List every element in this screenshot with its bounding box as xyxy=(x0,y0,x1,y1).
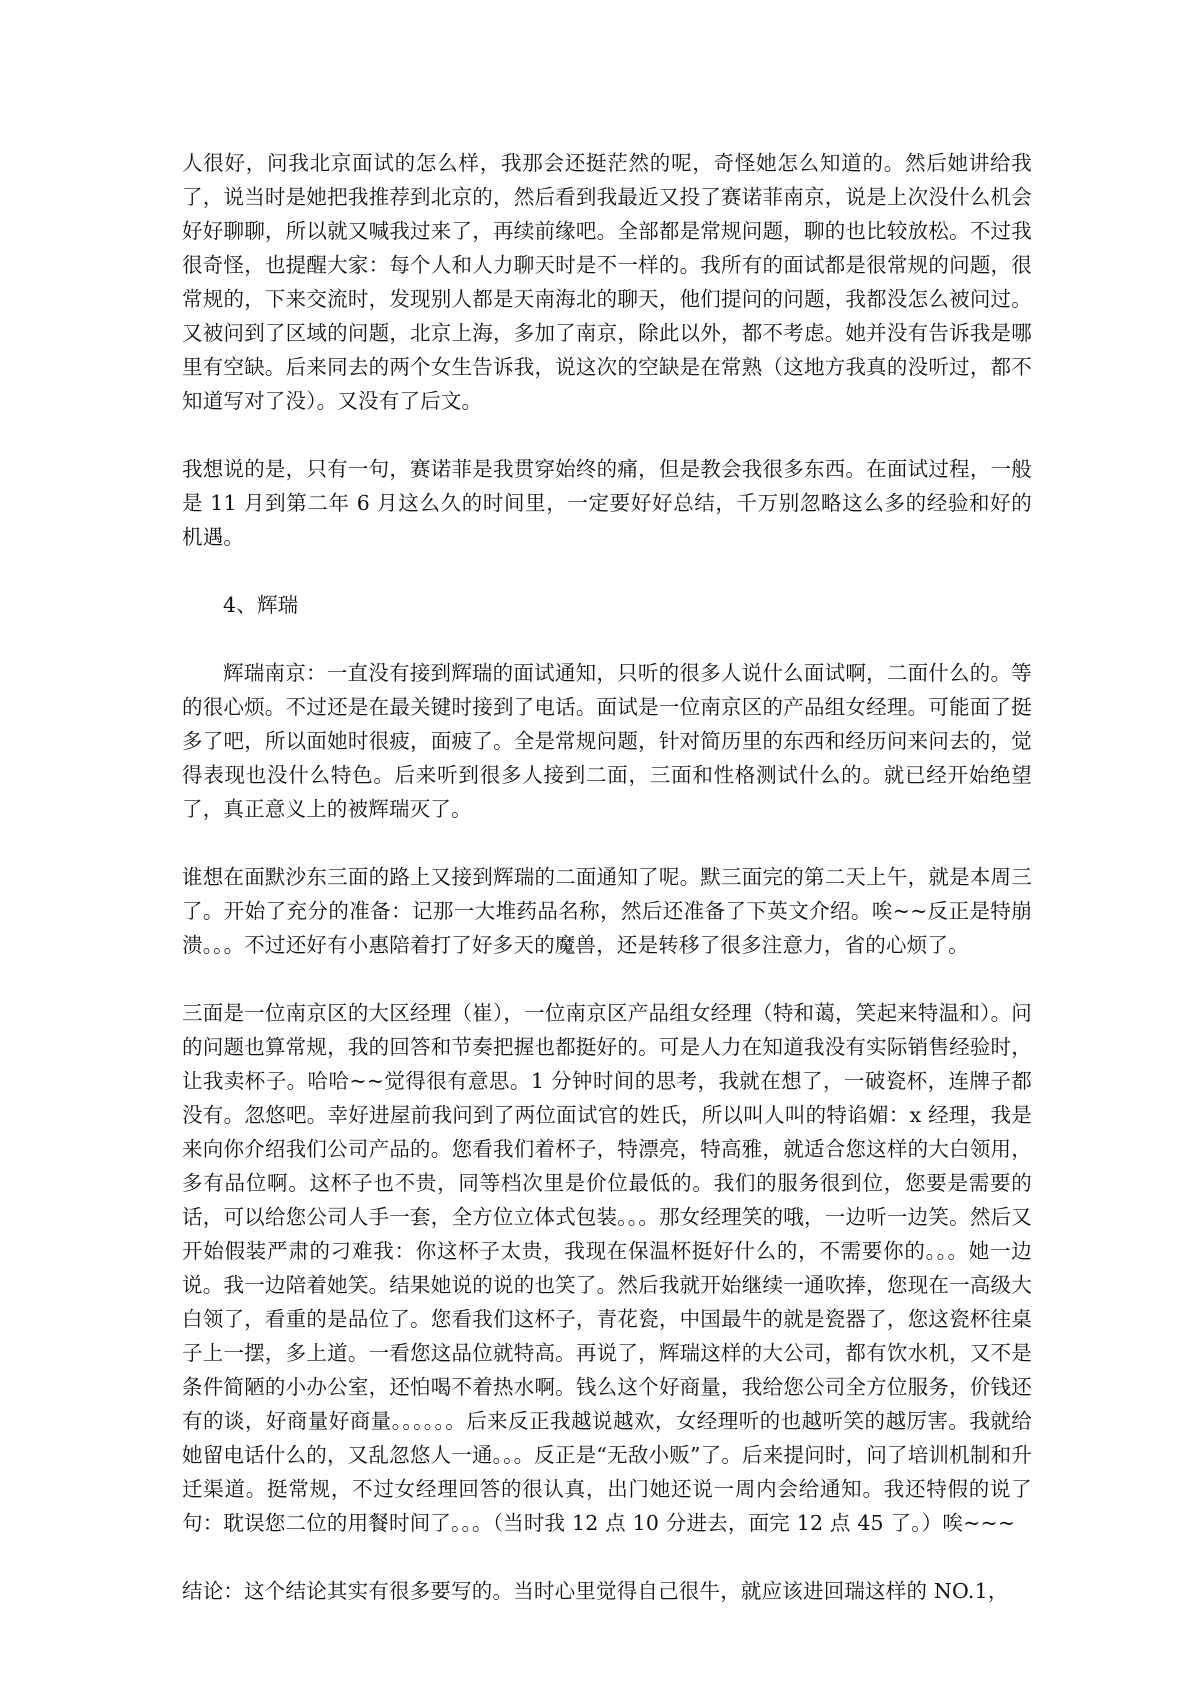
section-heading-pfizer: 4、辉瑞 xyxy=(223,593,299,617)
paragraph-pfizer-second-interview: 谁想在面默沙东三面的路上又接到辉瑞的二面通知了呢。默三面完的第二天上午，就是本周三了。开始了充分的准备：记那一大堆药品名称，然后还准备了下英文介绍。唉~~反正是特崩溃。。。不过还好有小惠陪着打了好多天的魔兽，还是转移了很多注意力，省的心烦了。 xyxy=(182,865,1032,957)
paragraph-sanofi-interview: 人很好，问我北京面试的怎么样，我那会还挺茫然的呢，奇怪她怎么知道的。然后她讲给我了，说当时是她把我推荐到北京的，然后看到我最近又投了赛诺菲南京，说是上次没什么机会好好聊聊，所以就又喊我过来了，再续前缘吧。全部都是常规问题，聊的也比较放松。不过我很奇怪，也提醒大家：每个人和人力聊天时是不一样的。我所有的面试都是很常规的问题，很常规的，下来交流时，发现别人都是天南海北的聊天，他们提问的问题，我都没怎么被问过。又被问到了区域的问题，北京上海，多加了南京，除此以外，都不考虑。她并没有告诉我是哪里有空缺。后来同去的两个女生告诉我，说这次的空缺是在常熟（这地方我真的没听过，都不知道写对了没）。又没有了后文。 xyxy=(182,151,1032,413)
paragraph-pfizer-first-interview: 辉瑞南京：一直没有接到辉瑞的面试通知，只听的很多人说什么面试啊，二面什么的。等的很心烦。不过还是在最关键时接到了电话。面试是一位南京区的产品组女经理。可能面了挺多了吧，所以面她时很疲，面疲了。全是常规问题，针对简历里的东西和经历问来问去的，觉得表现也没什么特色。后来听到很多人接到二面，三面和性格测试什么的。就已经开始绝望了，真正意义上的被辉瑞灭了。 xyxy=(182,661,1032,821)
paragraph-sanofi-conclusion: 我想说的是，只有一句，赛诺菲是我贯穿始终的痛，但是教会我很多东西。在面试过程，一般是 11 月到第二年 6 月这么久的时间里，一定要好好总结，千万别忽略这么多的经验和好的机遇。 xyxy=(182,457,1032,549)
paragraph-pfizer-third-interview: 三面是一位南京区的大区经理（崔），一位南京区产品组女经理（特和蔼，笑起来特温和）。问的问题也算常规，我的回答和节奏把握也都挺好的。可是人力在知道我没有实际销售经验时，让我卖杯子。哈哈~~觉得很有意思。1 分钟时间的思考，我就在想了，一破瓷杯，连牌子都没有。忽悠吧。幸好进屋前我问到了两位面试官的姓氏，所以叫人叫的特谄媚：x 经理，我是来向你介绍我们公司产品的。您看我们着杯子，特漂亮，特高雅，就适合您这样的大白领用，多有品位啊。这杯子也不贵，同等档次里是价位最低的。我们的服务很到位，您要是需要的话，可以给您公司人手一套，全方位立体式包装。。。那女经理笑的哦，一边听一边笑。然后又开始假装严肃的刁难我：你这杯子太贵，我现在保温杯挺好什么的，不需要你的。。。她一边说。我一边陪着她笑。结果她说的说的也笑了。然后我就开始继续一通吹捧，您现在一高级大白领了，看重的是品位了。您看我们这杯子，青花瓷，中国最牛的就是瓷器了，您这瓷杯往桌子上一摆，多上道。一看您这品位就特高。再说了，辉瑞这样的大公司，都有饮水机，又不是条件简陋的小办公室，还怕喝不着热水啊。钱么这个好商量，我给您公司全方位服务，价钱还有的谈，好商量好商量。。。。。。后来反正我越说越欢，女经理听的也越听笑的越厉害。我就给她留电话什么的，又乱忽悠人一通。。。反正是“无敌小贩”了。后来提问时，问了培训机制和升迁渠道。挺常规，不过女经理回答的很认真，出门她还说一周内会给通知。我还特假的说了句：耽误您二位的用餐时间了。。。（当时我 12 点 10 分进去，面完 12 点 45 了。）唉~~~ xyxy=(182,1001,1032,1535)
paragraph-conclusion: 结论：这个结论其实有很多要写的。当时心里觉得自己很牛，就应该进回瑞这样的 NO.1， xyxy=(182,1579,1009,1603)
